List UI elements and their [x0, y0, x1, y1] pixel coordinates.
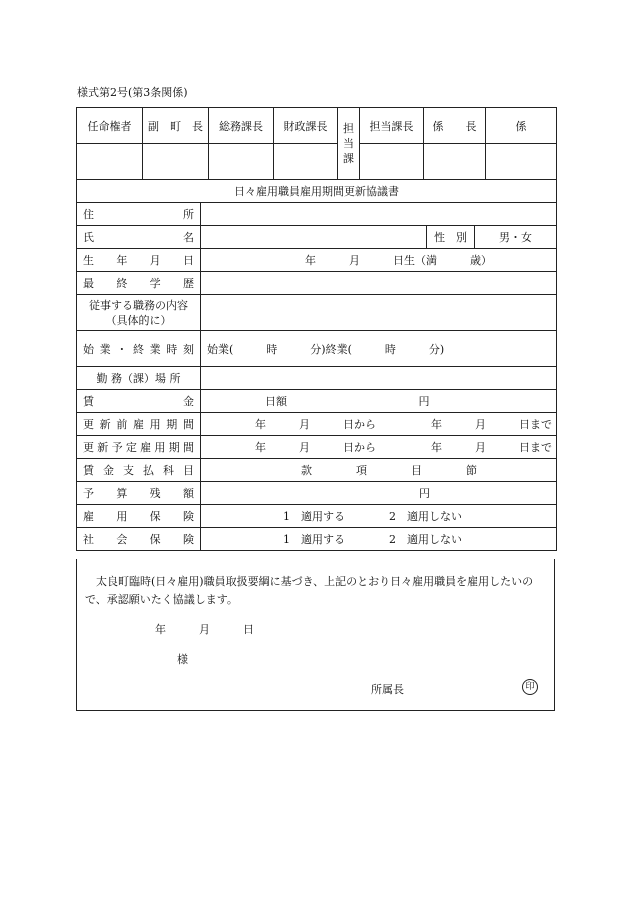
- duties-field[interactable]: [201, 295, 557, 331]
- gender-field[interactable]: 男・女: [475, 226, 557, 249]
- label-budget-item: 賃 金 支 払 科 目: [77, 459, 201, 482]
- statement-date[interactable]: 年 月 日: [155, 623, 254, 636]
- gender-label: 性 別: [427, 226, 475, 249]
- wage-daily-label: 日額: [265, 395, 287, 408]
- label-budget-balance: 予 算 残 額: [77, 482, 201, 505]
- approval-header-section-chief: 担当課長: [360, 108, 424, 144]
- label-work-hours: 始 業 ・ 終 業 時 刻: [77, 331, 201, 367]
- label-workplace: 勤 務（課）場 所: [77, 367, 201, 390]
- approval-header-general-affairs: 総務課長: [209, 108, 274, 144]
- form-number: 様式第2号(第3条関係): [77, 86, 188, 99]
- label-name: 氏 名: [77, 226, 201, 249]
- label-prev-period: 更 新 前 雇 用 期 間: [77, 413, 201, 436]
- stamp-box[interactable]: [77, 144, 143, 180]
- statement-box: [76, 559, 555, 711]
- document-title: 日々雇用職員雇用期間更新協議書: [77, 180, 557, 203]
- employment-insurance-field[interactable]: 1 適用する 2 適用しない: [201, 505, 557, 528]
- label-social-insurance: 社 会 保 険: [77, 528, 201, 551]
- wage-yen-label: 円: [418, 395, 430, 408]
- label-wage: 賃 金: [77, 390, 201, 413]
- social-insurance-field[interactable]: 1 適用する 2 適用しない: [201, 528, 557, 551]
- approval-tanto-ka: 担 当 課: [338, 108, 360, 180]
- education-field[interactable]: [201, 272, 557, 295]
- label-education: 最 終 学 歴: [77, 272, 201, 295]
- label-birthdate: 生 年 月 日: [77, 249, 201, 272]
- signer-label: 所属長: [371, 683, 404, 696]
- approval-header-appointer: 任命権者: [77, 108, 143, 144]
- wage-field[interactable]: [201, 390, 557, 413]
- seal-icon: 印: [522, 679, 538, 695]
- label-next-period: 更 新 予 定 雇 用 期 間: [77, 436, 201, 459]
- label-duties: 従事する職務の内容 （具体的に）: [77, 295, 201, 331]
- next-period-field[interactable]: 年 月 日から 年 月 日まで: [201, 436, 557, 459]
- stamp-box[interactable]: [209, 144, 274, 180]
- approval-header-deputy-mayor: 副 町 長: [143, 108, 209, 144]
- main-form-table: [76, 179, 557, 551]
- workplace-field[interactable]: [201, 367, 557, 390]
- prev-period-field[interactable]: 年 月 日から 年 月 日まで: [201, 413, 557, 436]
- approval-header-finance: 財政課長: [274, 108, 338, 144]
- budget-item-field[interactable]: 款 項 目 節: [201, 459, 557, 482]
- approval-header-staff: 係: [486, 108, 557, 144]
- budget-balance-field[interactable]: 円: [201, 482, 557, 505]
- work-hours-field[interactable]: 始業( 時 分)終業( 時 分): [201, 331, 557, 367]
- stamp-box[interactable]: [143, 144, 209, 180]
- statement-addressee[interactable]: 様: [177, 653, 188, 666]
- approval-header-subsection-chief: 係 長: [424, 108, 486, 144]
- stamp-box[interactable]: [424, 144, 486, 180]
- stamp-box[interactable]: [486, 144, 557, 180]
- stamp-box[interactable]: [274, 144, 338, 180]
- stamp-box[interactable]: [360, 144, 424, 180]
- label-address: 住 所: [77, 203, 201, 226]
- name-field[interactable]: [201, 226, 427, 249]
- approval-table: [76, 107, 557, 180]
- birthdate-field[interactable]: 年 月 日生（満 歳）: [201, 249, 557, 272]
- statement-text: 太良町臨時(日々雇用)職員取扱要綱に基づき、上記のとおり日々雇用職員を雇用したいので、承認願いたく協議します。: [85, 575, 534, 606]
- address-field[interactable]: [201, 203, 557, 226]
- label-employment-insurance: 雇 用 保 険: [77, 505, 201, 528]
